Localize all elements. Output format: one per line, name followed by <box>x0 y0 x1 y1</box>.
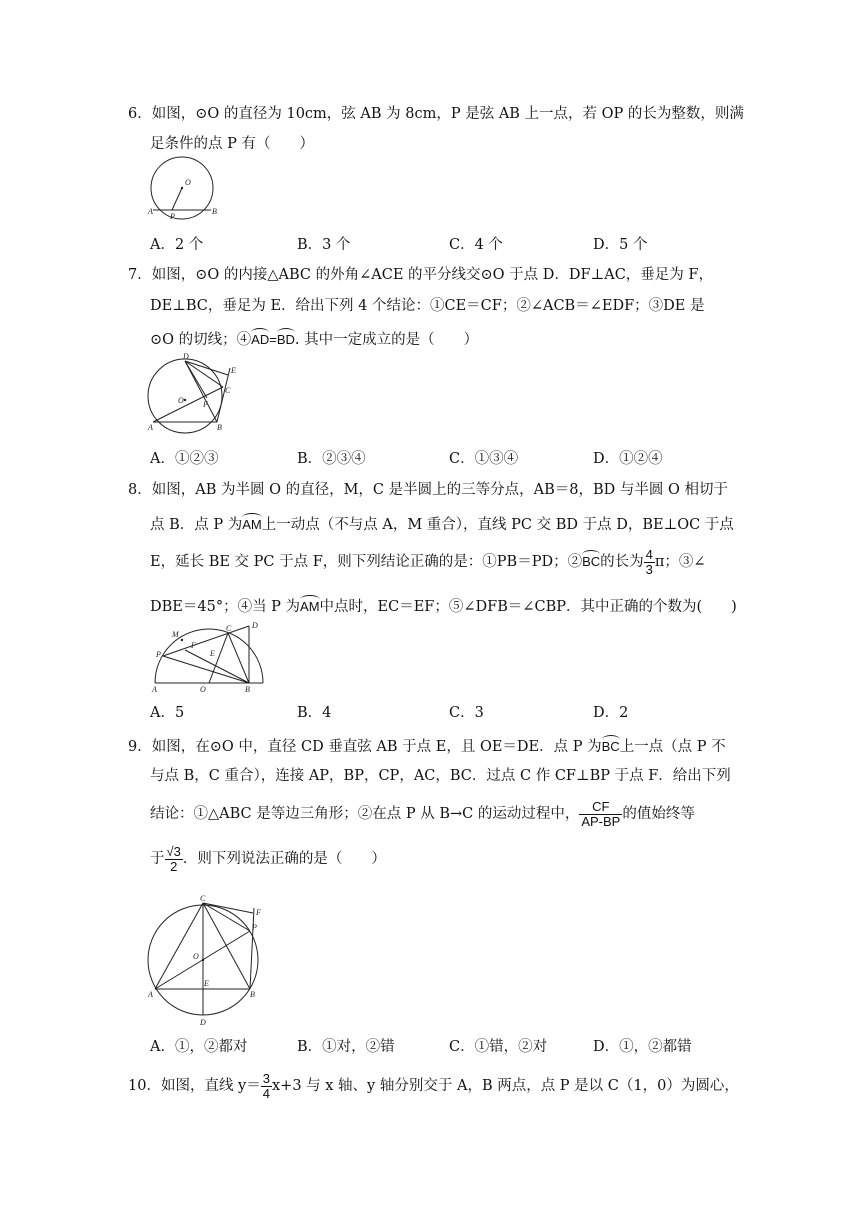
q8-line4-b: 中点时，EC＝EF；⑤∠DFB＝∠CBP．其中正确的个数为( ) <box>319 599 737 615</box>
q7-label-b: B <box>217 423 222 432</box>
q9-fraction <box>579 800 622 828</box>
q7-line1: 7．如图，⊙O 的内接△ABC 的外角∠ACE 的平分线交⊙O 于点 D．DF⊥AC，垂足为 F， <box>128 267 713 283</box>
q8-option-c[interactable]: C．3 <box>449 705 484 721</box>
q8-arc-bc: BC <box>582 554 601 570</box>
q7-eq: = <box>269 332 277 347</box>
q7-line2: DE⊥BC，垂足为 E．给出下列 4 个结论：①CE＝CF；②∠ACB＝∠EDF；③DE 是 <box>150 298 705 314</box>
q8-arc-am: AM <box>242 517 262 532</box>
q9-frac-num: CF <box>579 800 622 815</box>
q8-fraction <box>644 548 655 576</box>
q9-sqrt-num: √3 <box>166 844 181 859</box>
q9-sqrt-fraction <box>165 845 183 873</box>
q9-line4-b: ．则下列说法正确的是（ ） <box>182 851 386 868</box>
q9-label-a: A <box>148 990 153 999</box>
q9-arc-bc: BC <box>601 739 620 754</box>
q7-label-f: F <box>203 400 208 409</box>
q9-label-e: E <box>204 979 209 988</box>
q9-sqrt-den: 2 <box>170 858 178 874</box>
q8-line2-b: 上一动点（不与点 A，M 重合），直线 PC 交 BD 于点 D，BE⊥OC 于点 <box>261 517 734 533</box>
q8-line1: 8．如图，AB 为半圆 O 的直径，M，C 是半圆上的三等分点，AB＝8，BD 与半圆 O 相切于 <box>128 482 728 498</box>
q7-label-c: C <box>225 386 231 395</box>
q9-line4-a: 于 <box>150 851 165 868</box>
q9-option-a[interactable]: A．①，②都对 <box>150 1039 248 1055</box>
q9-line3-a: 结论：①△ABC 是等边三角形；②在点 P 从 B→C 的运动过程中， <box>150 806 580 823</box>
q7-line3 <box>150 330 478 348</box>
q8-label-e: E <box>210 649 215 658</box>
q8-figure <box>145 620 270 695</box>
q7-label-e: E <box>231 366 236 375</box>
q7-option-d[interactable]: D．①②④ <box>593 451 663 467</box>
q7-line3-b: . 其中一定成立的是（ ） <box>294 332 479 348</box>
q6-option-d[interactable]: D．5 个 <box>593 237 648 253</box>
q7-option-c[interactable]: C．①③④ <box>449 451 519 467</box>
q6-figure <box>145 158 225 230</box>
q9-line3 <box>150 800 695 828</box>
q9-line3-b: 的值始终等 <box>622 806 695 823</box>
q9-label-c: C <box>200 894 206 903</box>
q6-label-o: O <box>185 178 191 187</box>
q6-label-b: B <box>212 207 217 216</box>
q8-label-c: C <box>226 624 232 633</box>
q9-line1-b: 上一点（点 P 不 <box>619 739 726 755</box>
q7-figure <box>145 353 245 438</box>
q9-label-f: F <box>256 908 261 917</box>
q9-frac-den: AP-BP <box>581 813 621 829</box>
q6-option-c[interactable]: C．4 个 <box>449 237 503 253</box>
q9-line4 <box>150 845 386 873</box>
q7-label-o: O <box>178 396 184 405</box>
q9-option-b[interactable]: B．①对，②错 <box>297 1039 395 1055</box>
q7-arc-ad: AD <box>251 332 270 347</box>
q10-fraction <box>261 1072 272 1100</box>
q9-label-o: O <box>193 952 199 961</box>
q8-frac-den: 3 <box>645 561 653 577</box>
q9-line1 <box>128 737 726 755</box>
q10-frac-num: 3 <box>262 1071 270 1086</box>
q10-line1 <box>128 1072 739 1100</box>
q8-label-f: F <box>191 641 196 650</box>
q8-label-p: P <box>156 650 161 659</box>
q8-label-b: B <box>245 685 250 694</box>
q8-line4-a: DBE＝45°；④当 P 为 <box>150 599 301 615</box>
q8-line4 <box>150 597 737 615</box>
q8-frac-num: 4 <box>645 547 653 562</box>
q9-figure <box>140 893 270 1028</box>
q6-line1: 6．如图，⊙O 的直径为 10cm，弦 AB 为 8cm，P 是弦 AB 上一点，若 OP 的长为整数，则满 <box>128 106 744 122</box>
q6-label-p: P <box>170 212 175 221</box>
q10-line1-a: 10．如图，直线 y＝ <box>128 1078 261 1095</box>
q9-line2: 与点 B，C 重合），连接 AP，BP，CP，AC，BC．过点 C 作 CF⊥BP 于点 F．给出下列 <box>150 768 731 784</box>
q8-option-b[interactable]: B．4 <box>297 705 332 721</box>
q9-label-p: P <box>252 923 257 932</box>
q10-frac-den: 4 <box>262 1085 270 1101</box>
q7-option-a[interactable]: A．①②③ <box>150 451 219 467</box>
q8-option-a[interactable]: A．5 <box>150 705 185 721</box>
q7-label-a: A <box>148 423 153 432</box>
q8-line3 <box>150 548 706 576</box>
q8-line2 <box>150 515 734 533</box>
q8-label-m: M <box>172 630 179 639</box>
q8-line3-b: 的长为 <box>600 554 644 571</box>
q9-option-d[interactable]: D．①，②都错 <box>593 1039 692 1055</box>
q8-line3-a: E，延长 BE 交 PC 于点 F，则下列结论正确的是：①PB＝PD；② <box>150 554 583 571</box>
q6-line2: 足条件的点 P 有（ ） <box>150 136 314 152</box>
q7-option-b[interactable]: B．②③④ <box>297 451 366 467</box>
q7-line3-a: ⊙O 的切线；④ <box>150 332 252 348</box>
q7-arc-bd: BD <box>276 332 295 347</box>
q8-label-o: O <box>200 685 206 694</box>
q6-label-a: A <box>148 207 153 216</box>
q8-line2-a: 点 B．点 P 为 <box>150 517 243 533</box>
q6-option-b[interactable]: B．3 个 <box>297 237 351 253</box>
q6-option-a[interactable]: A．2 个 <box>150 237 204 253</box>
q8-line3-c: π；③∠ <box>654 554 706 571</box>
q8-label-d: D <box>252 621 258 630</box>
q10-line1-b: x+3 与 x 轴、y 轴分别交于 A，B 两点，点 P 是以 C（1，0）为圆心， <box>272 1078 739 1095</box>
q8-option-d[interactable]: D．2 <box>593 705 629 721</box>
q9-label-d: D <box>200 1018 206 1027</box>
q9-option-c[interactable]: C．①错，②对 <box>449 1039 548 1055</box>
q8-label-a: A <box>152 685 157 694</box>
q9-label-b: B <box>250 990 255 999</box>
q9-line1-a: 9．如图，在⊙O 中，直径 CD 垂直弦 AB 于点 E，且 OE＝DE．点 P 为 <box>128 739 602 755</box>
q7-label-d: D <box>183 352 189 361</box>
q8-arc-am-2: AM <box>300 599 320 614</box>
